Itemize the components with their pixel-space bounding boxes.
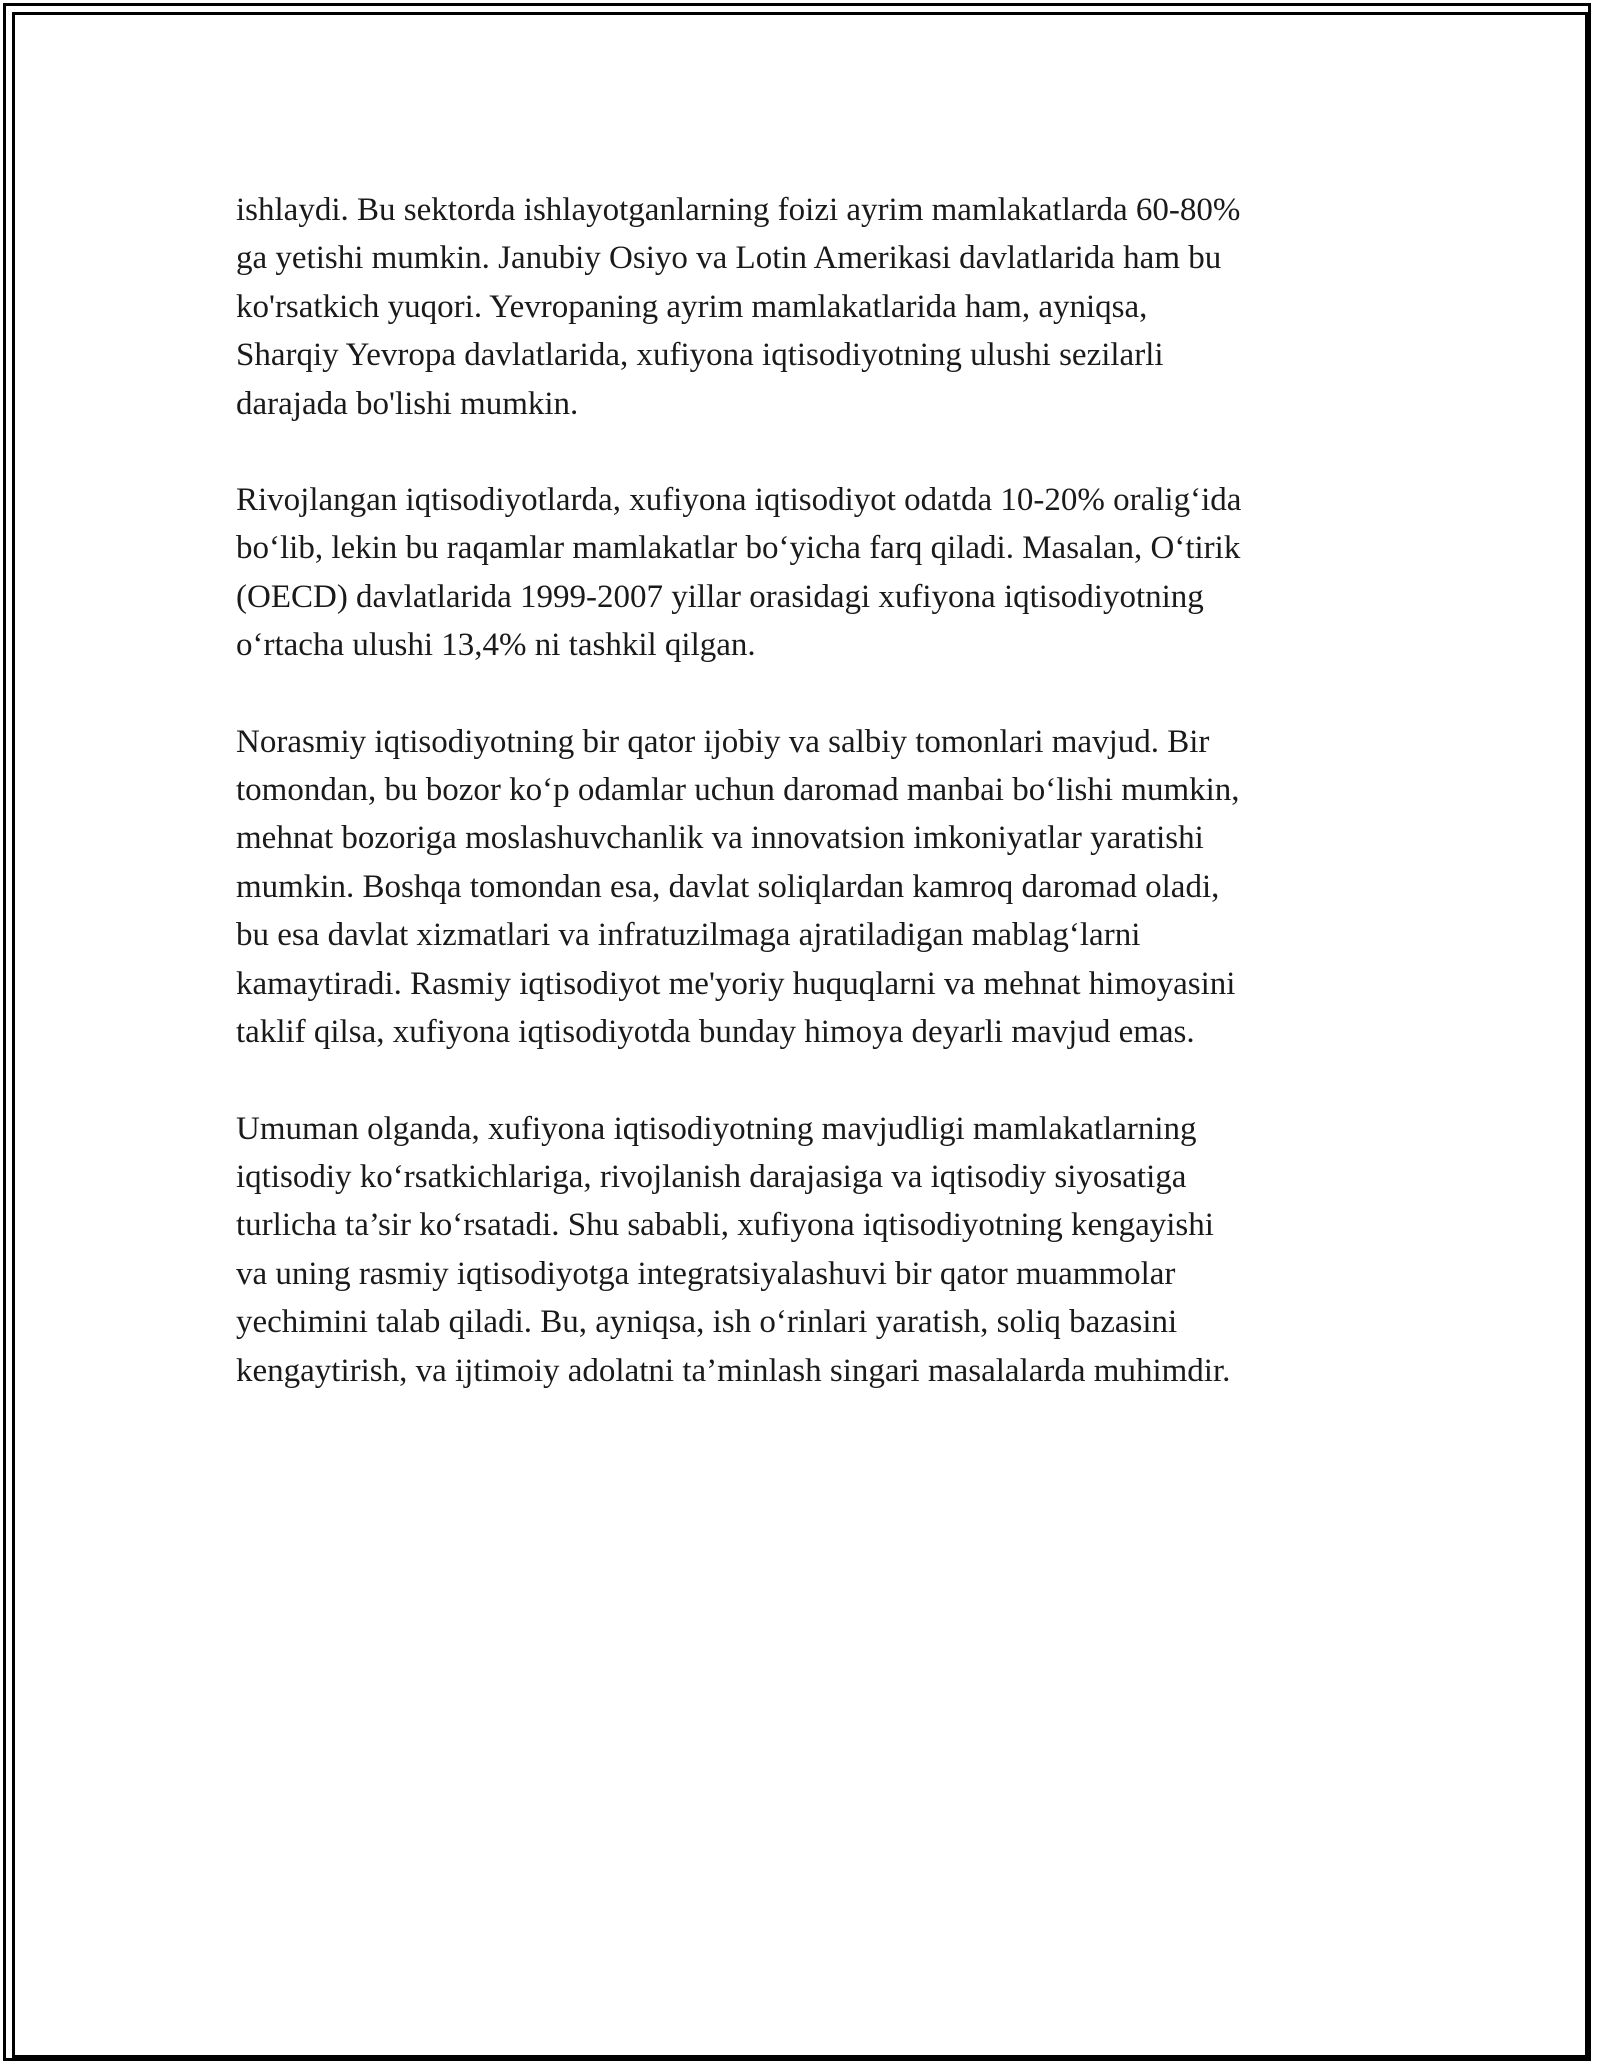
text-line: tomondan, bu bozor ko‘p odamlar uchun daromad manbai bo‘lishi mumkin, bbox=[236, 772, 1240, 809]
text-line: ko'rsatkich yuqori. Yevropaning ayrim mamlakatlarida ham, ayniqsa, bbox=[236, 288, 1148, 325]
text-line: bo‘lib, lekin bu raqamlar mamlakatlar bo‘yicha farq qiladi. Masalan, O‘tirik bbox=[236, 530, 1241, 567]
text-line: va uning rasmiy iqtisodiyotga integratsiyalashuvi bir qator muammolar bbox=[236, 1255, 1176, 1292]
text-line: darajada bo'lishi mumkin. bbox=[236, 385, 579, 422]
document-body bbox=[236, 186, 1366, 1443]
text-line: kengaytirish, va ijtimoiy adolatni ta’minlash singari masalalarda muhimdir. bbox=[236, 1352, 1231, 1389]
text-line: mehnat bozoriga moslashuvchanlik va innovatsion imkoniyatlar yaratishi bbox=[236, 820, 1204, 857]
text-line: Sharqiy Yevropa davlatlarida, xufiyona iqtisodiyotning ulushi sezilarli bbox=[236, 337, 1164, 374]
paragraph-2 bbox=[236, 476, 1366, 670]
paragraph-3 bbox=[236, 718, 1366, 1057]
text-line: taklif qilsa, xufiyona iqtisodiyotda bunday himoya deyarli mavjud emas. bbox=[236, 1014, 1195, 1051]
text-line: turlicha ta’sir ko‘rsatadi. Shu sababli, xufiyona iqtisodiyotning kengayishi bbox=[236, 1207, 1214, 1244]
text-line: mumkin. Boshqa tomondan esa, davlat soliqlardan kamroq daromad oladi, bbox=[236, 868, 1220, 905]
paragraph-4 bbox=[236, 1105, 1366, 1395]
text-line: Rivojlangan iqtisodiyotlarda, xufiyona iqtisodiyot odatda 10-20% oralig‘ida bbox=[236, 482, 1242, 519]
text-line: Umuman olganda, xufiyona iqtisodiyotning mavjudligi mamlakatlarning bbox=[236, 1110, 1197, 1147]
paragraph-1 bbox=[236, 186, 1366, 428]
text-line: (OECD) davlatlarida 1999-2007 yillar orasidagi xufiyona iqtisodiyotning bbox=[236, 578, 1204, 615]
text-line: bu esa davlat xizmatlari va infratuzilmaga ajratiladigan mablag‘larni bbox=[236, 917, 1141, 954]
text-line: yechimini talab qiladi. Bu, ayniqsa, ish o‘rinlari yaratish, soliq bazasini bbox=[236, 1304, 1178, 1341]
text-line: kamaytiradi. Rasmiy iqtisodiyot me'yoriy huquqlarni va mehnat himoyasini bbox=[236, 965, 1236, 1002]
text-line: ga yetishi mumkin. Janubiy Osiyo va Lotin Amerikasi davlatlarida ham bu bbox=[236, 240, 1222, 277]
text-line: iqtisodiy ko‘rsatkichlariga, rivojlanish darajasiga va iqtisodiy siyosatiga bbox=[236, 1158, 1187, 1195]
text-line: Norasmiy iqtisodiyotning bir qator ijobiy va salbiy tomonlari mavjud. Bir bbox=[236, 723, 1210, 760]
text-line: ishlaydi. Bu sektorda ishlayotganlarning foizi ayrim mamlakatlarda 60-80% bbox=[236, 192, 1241, 228]
text-line: o‘rtacha ulushi 13,4% ni tashkil qilgan. bbox=[236, 627, 756, 664]
